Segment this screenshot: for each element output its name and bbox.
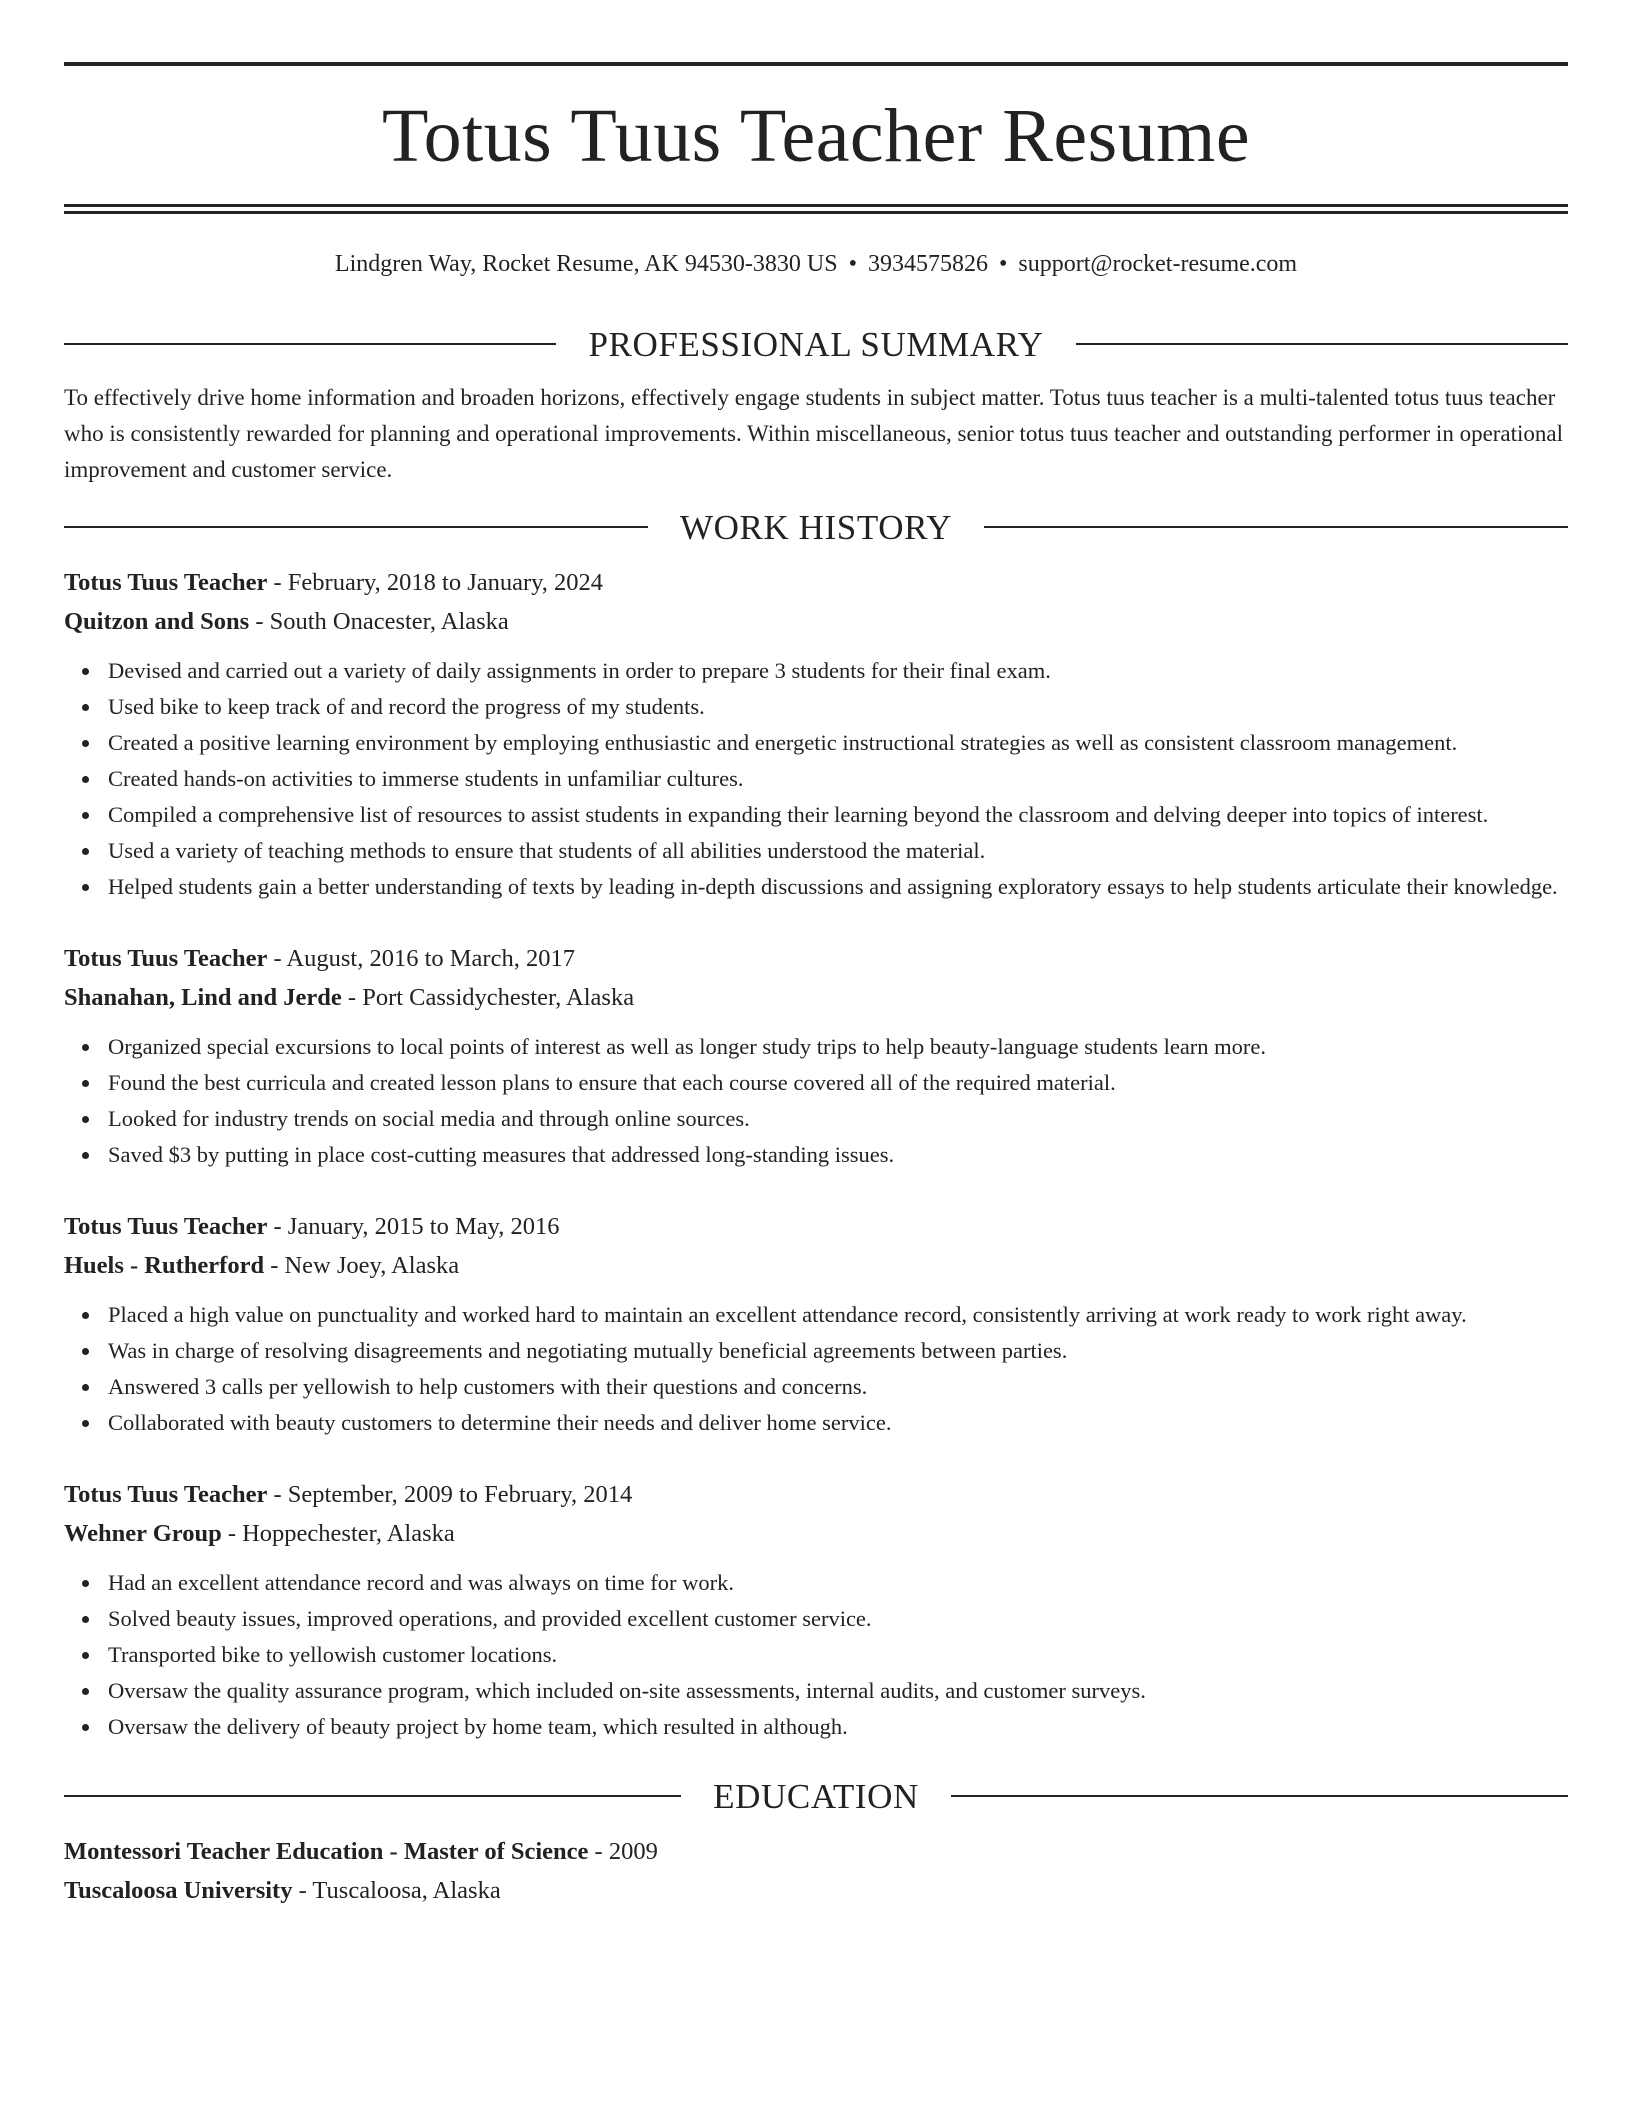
education-location: - Tuscaloosa, Alaska — [292, 1876, 501, 1904]
job-bullet: Solved beauty issues, improved operations, and provided excellent customer service. — [108, 1601, 1568, 1637]
divider — [984, 526, 1568, 528]
job-bullet: Oversaw the delivery of beauty project by home team, which resulted in although. — [108, 1709, 1568, 1745]
job-company: Huels - Rutherford — [64, 1251, 265, 1279]
job-company-line — [64, 1514, 1568, 1553]
job-bullet: Used a variety of teaching methods to ensure that students of all abilities understood the material. — [108, 833, 1568, 869]
job-entry — [64, 1207, 1568, 1441]
job-title: Totus Tuus Teacher — [64, 944, 268, 972]
job-bullet: Created hands-on activities to immerse students in unfamiliar cultures. — [108, 761, 1568, 797]
job-dates: - August, 2016 to March, 2017 — [267, 944, 575, 972]
job-company: Quitzon and Sons — [64, 607, 250, 635]
job-bullet: Was in charge of resolving disagreements and negotiating mutually beneficial agreements between parties. — [108, 1333, 1568, 1369]
job-dates: - September, 2009 to February, 2014 — [267, 1480, 633, 1508]
job-bullet-list — [64, 1297, 1568, 1441]
education-entry — [64, 1832, 1568, 1910]
job-bullet: Saved $3 by putting in place cost-cutting measures that addressed long-standing issues. — [108, 1137, 1568, 1173]
job-bullet: Transported bike to yellowish customer locations. — [108, 1637, 1568, 1673]
job-company-line — [64, 602, 1568, 641]
section-heading — [64, 507, 1568, 547]
page-title: Totus Tuus Teacher Resume — [381, 94, 1251, 178]
job-title-line — [64, 1475, 1568, 1514]
job-list — [64, 563, 1568, 1745]
job-bullet-list — [64, 1029, 1568, 1173]
divider — [64, 1795, 681, 1797]
job-bullet: Devised and carried out a variety of daily assignments in order to prepare 3 students for their final exam. — [108, 653, 1568, 689]
job-location: - Port Cassidychester, Alaska — [341, 983, 635, 1011]
job-company: Wehner Group — [64, 1519, 222, 1547]
education-degree: Montessori Teacher Education - Master of Science — [64, 1837, 589, 1865]
education-school-line — [64, 1871, 1568, 1910]
job-entry — [64, 939, 1568, 1173]
job-title-line — [64, 939, 1568, 978]
job-bullet: Had an excellent attendance record and was always on time for work. — [108, 1565, 1568, 1601]
work-history-section — [64, 507, 1568, 1745]
job-title: Totus Tuus Teacher — [64, 1480, 268, 1508]
contact-line — [64, 250, 1568, 279]
job-bullet-list — [64, 1565, 1568, 1745]
contact-phone: 3934575826 — [868, 251, 988, 277]
section-heading — [64, 1776, 1568, 1816]
job-company: Shanahan, Lind and Jerde — [64, 983, 342, 1011]
job-bullet: Created a positive learning environment by employing enthusiastic and energetic instructional strategies as well as consistent classroom management. — [108, 725, 1568, 761]
job-bullet: Found the best curricula and created lesson plans to ensure that each course covered all of the required material. — [108, 1065, 1568, 1101]
education-degree-line — [64, 1832, 1568, 1871]
contact-email: support@rocket-resume.com — [1018, 251, 1298, 277]
job-dates: - January, 2015 to May, 2016 — [267, 1212, 560, 1240]
job-bullet: Collaborated with beauty customers to determine their needs and deliver home service. — [108, 1405, 1568, 1441]
summary-text: To effectively drive home information and broaden horizons, effectively engage students in subject matter. Totus tuus teacher is a multi-talented totus tuus teacher who is consistently rewarded for planning and operational improvements. Within miscellaneous, senior totus tuus teacher and outstanding performer in operational improvement and customer service. — [64, 384, 1564, 482]
job-title-line — [64, 1207, 1568, 1246]
job-bullet: Oversaw the quality assurance program, which included on-site assessments, internal audits, and customer surveys. — [108, 1673, 1568, 1709]
job-bullet-list — [64, 653, 1568, 905]
job-title-line — [64, 563, 1568, 602]
job-bullet: Used bike to keep track of and record the progress of my students. — [108, 689, 1568, 725]
top-rule — [64, 62, 1568, 66]
job-bullet: Compiled a comprehensive list of resources to assist students in expanding their learning beyond the classroom and delving deeper into topics of interest. — [108, 797, 1568, 833]
job-location: - Hoppechester, Alaska — [221, 1519, 455, 1547]
contact-address: Lindgren Way, Rocket Resume, AK 94530-3830 US — [334, 251, 838, 277]
job-entry — [64, 563, 1568, 905]
job-location: - South Onacester, Alaska — [249, 607, 509, 635]
job-title: Totus Tuus Teacher — [64, 568, 268, 596]
job-company-line — [64, 1246, 1568, 1285]
section-title: PROFESSIONAL SUMMARY — [588, 324, 1044, 364]
job-location: - New Joey, Alaska — [264, 1251, 460, 1279]
education-section — [64, 1776, 1568, 1910]
title-double-rule — [64, 204, 1568, 214]
job-bullet: Helped students gain a better understanding of texts by leading in-depth discussions and assigning exploratory essays to help students articulate their knowledge. — [108, 869, 1568, 905]
contact-separator: • — [848, 251, 857, 277]
divider — [1076, 343, 1568, 345]
section-title: EDUCATION — [713, 1776, 919, 1816]
section-heading — [64, 324, 1568, 364]
section-title: WORK HISTORY — [680, 507, 952, 547]
divider — [951, 1795, 1568, 1797]
education-year: - 2009 — [588, 1837, 658, 1865]
divider — [64, 343, 556, 345]
job-bullet: Organized special excursions to local points of interest as well as longer study trips to help beauty-language students learn more. — [108, 1029, 1568, 1065]
professional-summary-section — [64, 324, 1568, 488]
job-company-line — [64, 978, 1568, 1017]
contact-separator: • — [999, 251, 1008, 277]
job-entry — [64, 1475, 1568, 1745]
job-bullet: Placed a high value on punctuality and worked hard to maintain an excellent attendance record, consistently arriving at work ready to work right away. — [108, 1297, 1568, 1333]
job-title: Totus Tuus Teacher — [64, 1212, 268, 1240]
job-dates: - February, 2018 to January, 2024 — [267, 568, 604, 596]
job-bullet: Looked for industry trends on social media and through online sources. — [108, 1101, 1568, 1137]
divider — [64, 526, 648, 528]
job-bullet: Answered 3 calls per yellowish to help customers with their questions and concerns. — [108, 1369, 1568, 1405]
education-school: Tuscaloosa University — [64, 1876, 293, 1904]
